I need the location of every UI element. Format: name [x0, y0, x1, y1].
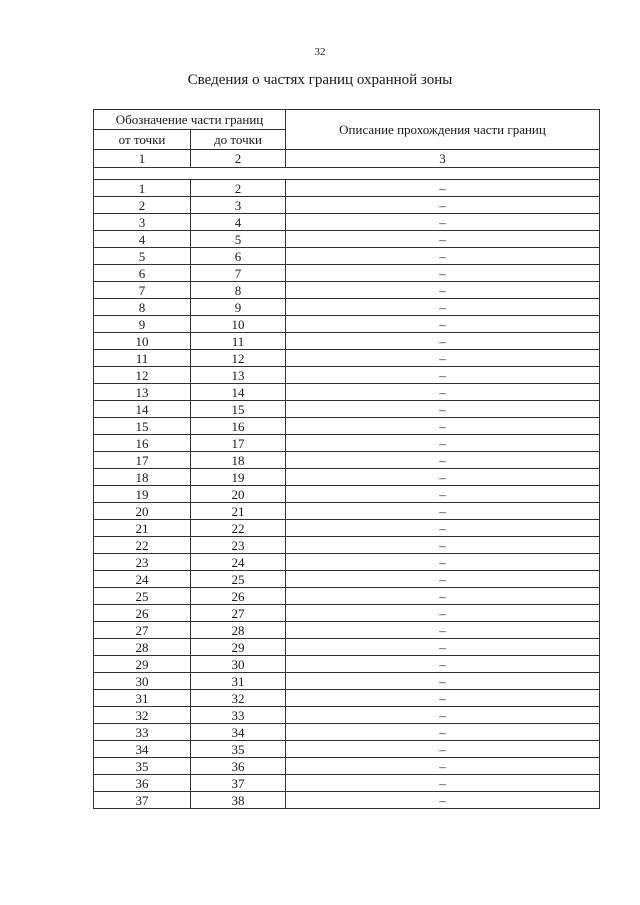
cell-to-point: 23	[191, 537, 286, 554]
cell-from-point: 33	[94, 724, 191, 741]
cell-from-point: 11	[94, 350, 191, 367]
cell-to-point: 37	[191, 775, 286, 792]
table-row	[94, 707, 600, 724]
cell-from-point: 34	[94, 741, 191, 758]
cell-to-point: 32	[191, 690, 286, 707]
cell-to-point: 35	[191, 741, 286, 758]
cell-to-point: 27	[191, 605, 286, 622]
cell-from-point: 2	[94, 197, 191, 214]
cell-description: –	[286, 605, 600, 622]
cell-to-point: 26	[191, 588, 286, 605]
cell-from-point: 30	[94, 673, 191, 690]
cell-to-point: 15	[191, 401, 286, 418]
table-row	[94, 537, 600, 554]
cell-to-point: 13	[191, 367, 286, 384]
cell-description: –	[286, 622, 600, 639]
page-title: Сведения о частях границ охранной зоны	[187, 72, 453, 88]
cell-from-point: 21	[94, 520, 191, 537]
table-row	[94, 605, 600, 622]
cell-description: –	[286, 554, 600, 571]
cell-from-point: 5	[94, 248, 191, 265]
cell-to-point: 11	[191, 333, 286, 350]
cell-description: –	[286, 282, 600, 299]
cell-to-point: 28	[191, 622, 286, 639]
cell-to-point: 34	[191, 724, 286, 741]
cell-description: –	[286, 792, 600, 809]
cell-to-point: 31	[191, 673, 286, 690]
cell-from-point: 15	[94, 418, 191, 435]
spacer-cell	[94, 168, 600, 180]
table-row	[94, 588, 600, 605]
table-row	[94, 554, 600, 571]
cell-from-point: 36	[94, 775, 191, 792]
table-row	[94, 571, 600, 588]
cell-to-point: 8	[191, 282, 286, 299]
header-description: Описание прохождения части границ	[286, 110, 600, 150]
table-row	[94, 214, 600, 231]
cell-to-point: 12	[191, 350, 286, 367]
cell-to-point: 6	[191, 248, 286, 265]
cell-from-point: 17	[94, 452, 191, 469]
page-number: 32	[314, 46, 326, 58]
cell-from-point: 14	[94, 401, 191, 418]
cell-to-point: 16	[191, 418, 286, 435]
cell-to-point: 9	[191, 299, 286, 316]
cell-from-point: 1	[94, 180, 191, 197]
table-row	[94, 486, 600, 503]
table-row	[94, 299, 600, 316]
table-row	[94, 248, 600, 265]
cell-to-point: 4	[191, 214, 286, 231]
cell-description: –	[286, 418, 600, 435]
cell-from-point: 18	[94, 469, 191, 486]
cell-from-point: 16	[94, 435, 191, 452]
spacer-row	[94, 168, 600, 180]
cell-to-point: 21	[191, 503, 286, 520]
table-row	[94, 452, 600, 469]
cell-description: –	[286, 350, 600, 367]
cell-from-point: 10	[94, 333, 191, 350]
table-row	[94, 639, 600, 656]
table-row	[94, 673, 600, 690]
table-row	[94, 350, 600, 367]
cell-from-point: 31	[94, 690, 191, 707]
column-number: 1	[94, 150, 191, 168]
cell-from-point: 32	[94, 707, 191, 724]
column-number: 3	[286, 150, 600, 168]
header-from-point: от точки	[94, 130, 191, 150]
header-boundary-part: Обозначение части границ	[94, 110, 286, 130]
header-to-point: до точки	[191, 130, 286, 150]
cell-from-point: 28	[94, 639, 191, 656]
cell-description: –	[286, 197, 600, 214]
table-row	[94, 282, 600, 299]
cell-from-point: 24	[94, 571, 191, 588]
table-row	[94, 724, 600, 741]
cell-from-point: 27	[94, 622, 191, 639]
cell-description: –	[286, 571, 600, 588]
cell-from-point: 20	[94, 503, 191, 520]
cell-description: –	[286, 452, 600, 469]
table-row	[94, 792, 600, 809]
cell-from-point: 37	[94, 792, 191, 809]
column-number: 2	[191, 150, 286, 168]
table-row	[94, 435, 600, 452]
cell-to-point: 33	[191, 707, 286, 724]
table-row	[94, 197, 600, 214]
table-row	[94, 622, 600, 639]
cell-to-point: 19	[191, 469, 286, 486]
cell-from-point: 3	[94, 214, 191, 231]
cell-to-point: 29	[191, 639, 286, 656]
cell-from-point: 4	[94, 231, 191, 248]
cell-to-point: 25	[191, 571, 286, 588]
cell-to-point: 22	[191, 520, 286, 537]
cell-description: –	[286, 401, 600, 418]
cell-description: –	[286, 707, 600, 724]
cell-description: –	[286, 486, 600, 503]
column-number-row	[94, 150, 600, 168]
boundary-table	[93, 109, 600, 809]
cell-from-point: 22	[94, 537, 191, 554]
table-row	[94, 775, 600, 792]
cell-from-point: 6	[94, 265, 191, 282]
table-header-row	[94, 110, 600, 130]
cell-to-point: 30	[191, 656, 286, 673]
cell-to-point: 17	[191, 435, 286, 452]
cell-from-point: 19	[94, 486, 191, 503]
table-row	[94, 741, 600, 758]
table-row	[94, 690, 600, 707]
table-row	[94, 401, 600, 418]
cell-from-point: 8	[94, 299, 191, 316]
cell-description: –	[286, 316, 600, 333]
cell-from-point: 35	[94, 758, 191, 775]
cell-description: –	[286, 265, 600, 282]
cell-to-point: 14	[191, 384, 286, 401]
cell-to-point: 5	[191, 231, 286, 248]
table-row	[94, 520, 600, 537]
cell-to-point: 7	[191, 265, 286, 282]
cell-to-point: 18	[191, 452, 286, 469]
cell-from-point: 26	[94, 605, 191, 622]
cell-description: –	[286, 333, 600, 350]
cell-to-point: 2	[191, 180, 286, 197]
table-row	[94, 231, 600, 248]
table-row	[94, 265, 600, 282]
cell-description: –	[286, 724, 600, 741]
cell-description: –	[286, 384, 600, 401]
table-row	[94, 503, 600, 520]
cell-from-point: 12	[94, 367, 191, 384]
table-row	[94, 316, 600, 333]
cell-description: –	[286, 639, 600, 656]
cell-from-point: 29	[94, 656, 191, 673]
cell-description: –	[286, 775, 600, 792]
cell-to-point: 38	[191, 792, 286, 809]
table-row	[94, 758, 600, 775]
cell-description: –	[286, 537, 600, 554]
cell-description: –	[286, 758, 600, 775]
cell-to-point: 20	[191, 486, 286, 503]
cell-description: –	[286, 503, 600, 520]
cell-description: –	[286, 248, 600, 265]
cell-to-point: 36	[191, 758, 286, 775]
table-row	[94, 656, 600, 673]
cell-from-point: 13	[94, 384, 191, 401]
cell-to-point: 24	[191, 554, 286, 571]
table-row	[94, 367, 600, 384]
table-row	[94, 418, 600, 435]
cell-description: –	[286, 656, 600, 673]
cell-description: –	[286, 180, 600, 197]
cell-description: –	[286, 741, 600, 758]
cell-description: –	[286, 367, 600, 384]
cell-from-point: 9	[94, 316, 191, 333]
cell-from-point: 7	[94, 282, 191, 299]
cell-from-point: 25	[94, 588, 191, 605]
cell-from-point: 23	[94, 554, 191, 571]
cell-description: –	[286, 690, 600, 707]
table-row	[94, 180, 600, 197]
cell-to-point: 3	[191, 197, 286, 214]
cell-description: –	[286, 231, 600, 248]
cell-description: –	[286, 469, 600, 486]
cell-description: –	[286, 214, 600, 231]
cell-to-point: 10	[191, 316, 286, 333]
table-row	[94, 469, 600, 486]
cell-description: –	[286, 588, 600, 605]
cell-description: –	[286, 520, 600, 537]
table-row	[94, 333, 600, 350]
table-row	[94, 384, 600, 401]
cell-description: –	[286, 435, 600, 452]
cell-description: –	[286, 673, 600, 690]
cell-description: –	[286, 299, 600, 316]
